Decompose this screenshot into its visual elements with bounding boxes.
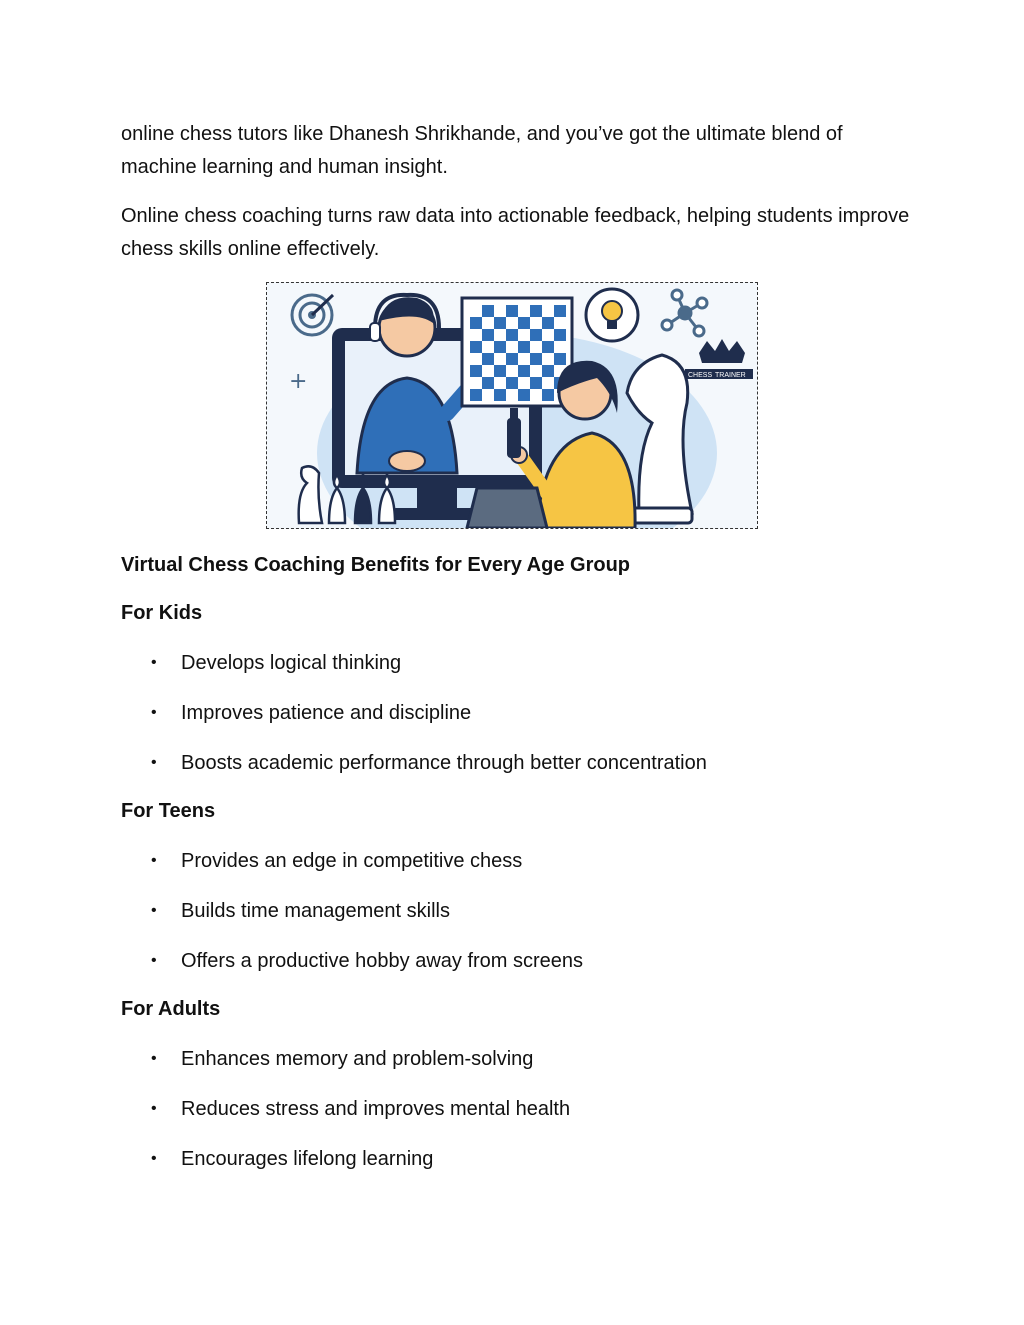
group-heading-adults: For Adults xyxy=(121,998,221,1020)
board-square xyxy=(530,305,542,317)
chess-trainer-logo xyxy=(685,339,753,379)
bullet: • xyxy=(151,1100,157,1117)
chess-coaching-illustration xyxy=(266,282,758,529)
bullet: • xyxy=(151,654,157,671)
board-square xyxy=(506,377,518,389)
paragraph-intro: online chess tutors like Dhanesh Shrikhande, and you’ve got the ultimate blend of machine learning and human insight. xyxy=(121,123,843,178)
target-icon xyxy=(292,295,333,335)
paragraph-coaching: Online chess coaching turns raw data into actionable feedback, helping students improve chess skills online effectively. xyxy=(121,205,910,260)
board-square xyxy=(470,341,482,353)
section-heading: Virtual Chess Coaching Benefits for Every Age Group xyxy=(121,554,631,576)
list-item xyxy=(121,1045,911,1073)
plus-decoration: + xyxy=(289,369,308,394)
board-square xyxy=(494,389,506,401)
document-page xyxy=(121,118,911,1173)
list-item-text: Reduces stress and improves mental health xyxy=(181,1098,571,1120)
board-square xyxy=(530,377,542,389)
bullet: • xyxy=(151,1050,157,1067)
bullet: • xyxy=(151,902,157,919)
board-square xyxy=(518,317,530,329)
logo-text-chess: CHESS xyxy=(688,372,713,379)
list-item-text: Enhances memory and problem-solving xyxy=(181,1048,534,1070)
list-item xyxy=(121,847,911,875)
board-square xyxy=(506,305,518,317)
board-square xyxy=(506,329,518,341)
list-teens xyxy=(121,847,911,975)
board-square xyxy=(554,305,566,317)
list-item-text: Develops logical thinking xyxy=(181,652,402,674)
list-item-text: Builds time management skills xyxy=(181,900,450,922)
list-item xyxy=(121,947,911,975)
list-adults xyxy=(121,1045,911,1173)
bullet: • xyxy=(151,1150,157,1167)
list-item xyxy=(121,699,911,727)
bullet: • xyxy=(151,704,157,721)
board-square xyxy=(542,341,554,353)
board-square xyxy=(554,329,566,341)
board-square xyxy=(482,329,494,341)
board-square xyxy=(470,317,482,329)
board-square xyxy=(530,329,542,341)
board-square xyxy=(482,377,494,389)
lightbulb-icon xyxy=(586,289,638,341)
group-heading-teens: For Teens xyxy=(121,800,216,822)
bullet: • xyxy=(151,852,157,869)
bullet: • xyxy=(151,952,157,969)
list-item xyxy=(121,749,911,777)
board-square xyxy=(554,353,566,365)
laptop-icon xyxy=(467,488,547,528)
board-square xyxy=(518,341,530,353)
list-item-text: Provides an edge in competitive chess xyxy=(181,850,523,872)
board-square xyxy=(530,353,542,365)
board-square xyxy=(494,317,506,329)
list-item-text: Improves patience and discipline xyxy=(181,702,472,724)
board-square xyxy=(470,389,482,401)
logo-text-trainer: TRAINER xyxy=(715,372,746,379)
list-item-text: Offers a productive hobby away from screens xyxy=(181,950,584,972)
chessboard-icon xyxy=(462,298,572,406)
list-item xyxy=(121,1145,911,1173)
board-square xyxy=(542,317,554,329)
board-square xyxy=(542,389,554,401)
list-item xyxy=(121,649,911,677)
board-square xyxy=(470,365,482,377)
bullet: • xyxy=(151,754,157,771)
board-square xyxy=(506,353,518,365)
group-heading-kids: For Kids xyxy=(121,602,203,624)
list-item-text: Encourages lifelong learning xyxy=(181,1148,434,1170)
figure-container xyxy=(121,282,911,529)
list-item xyxy=(121,897,911,925)
board-square xyxy=(518,365,530,377)
list-kids xyxy=(121,649,911,777)
board-square xyxy=(542,365,554,377)
board-square xyxy=(518,389,530,401)
list-item-text: Boosts academic performance through better concentration xyxy=(181,752,707,774)
list-item xyxy=(121,1095,911,1123)
network-icon xyxy=(662,290,707,336)
board-square xyxy=(482,353,494,365)
board-square xyxy=(482,305,494,317)
board-square xyxy=(494,365,506,377)
board-square xyxy=(494,341,506,353)
